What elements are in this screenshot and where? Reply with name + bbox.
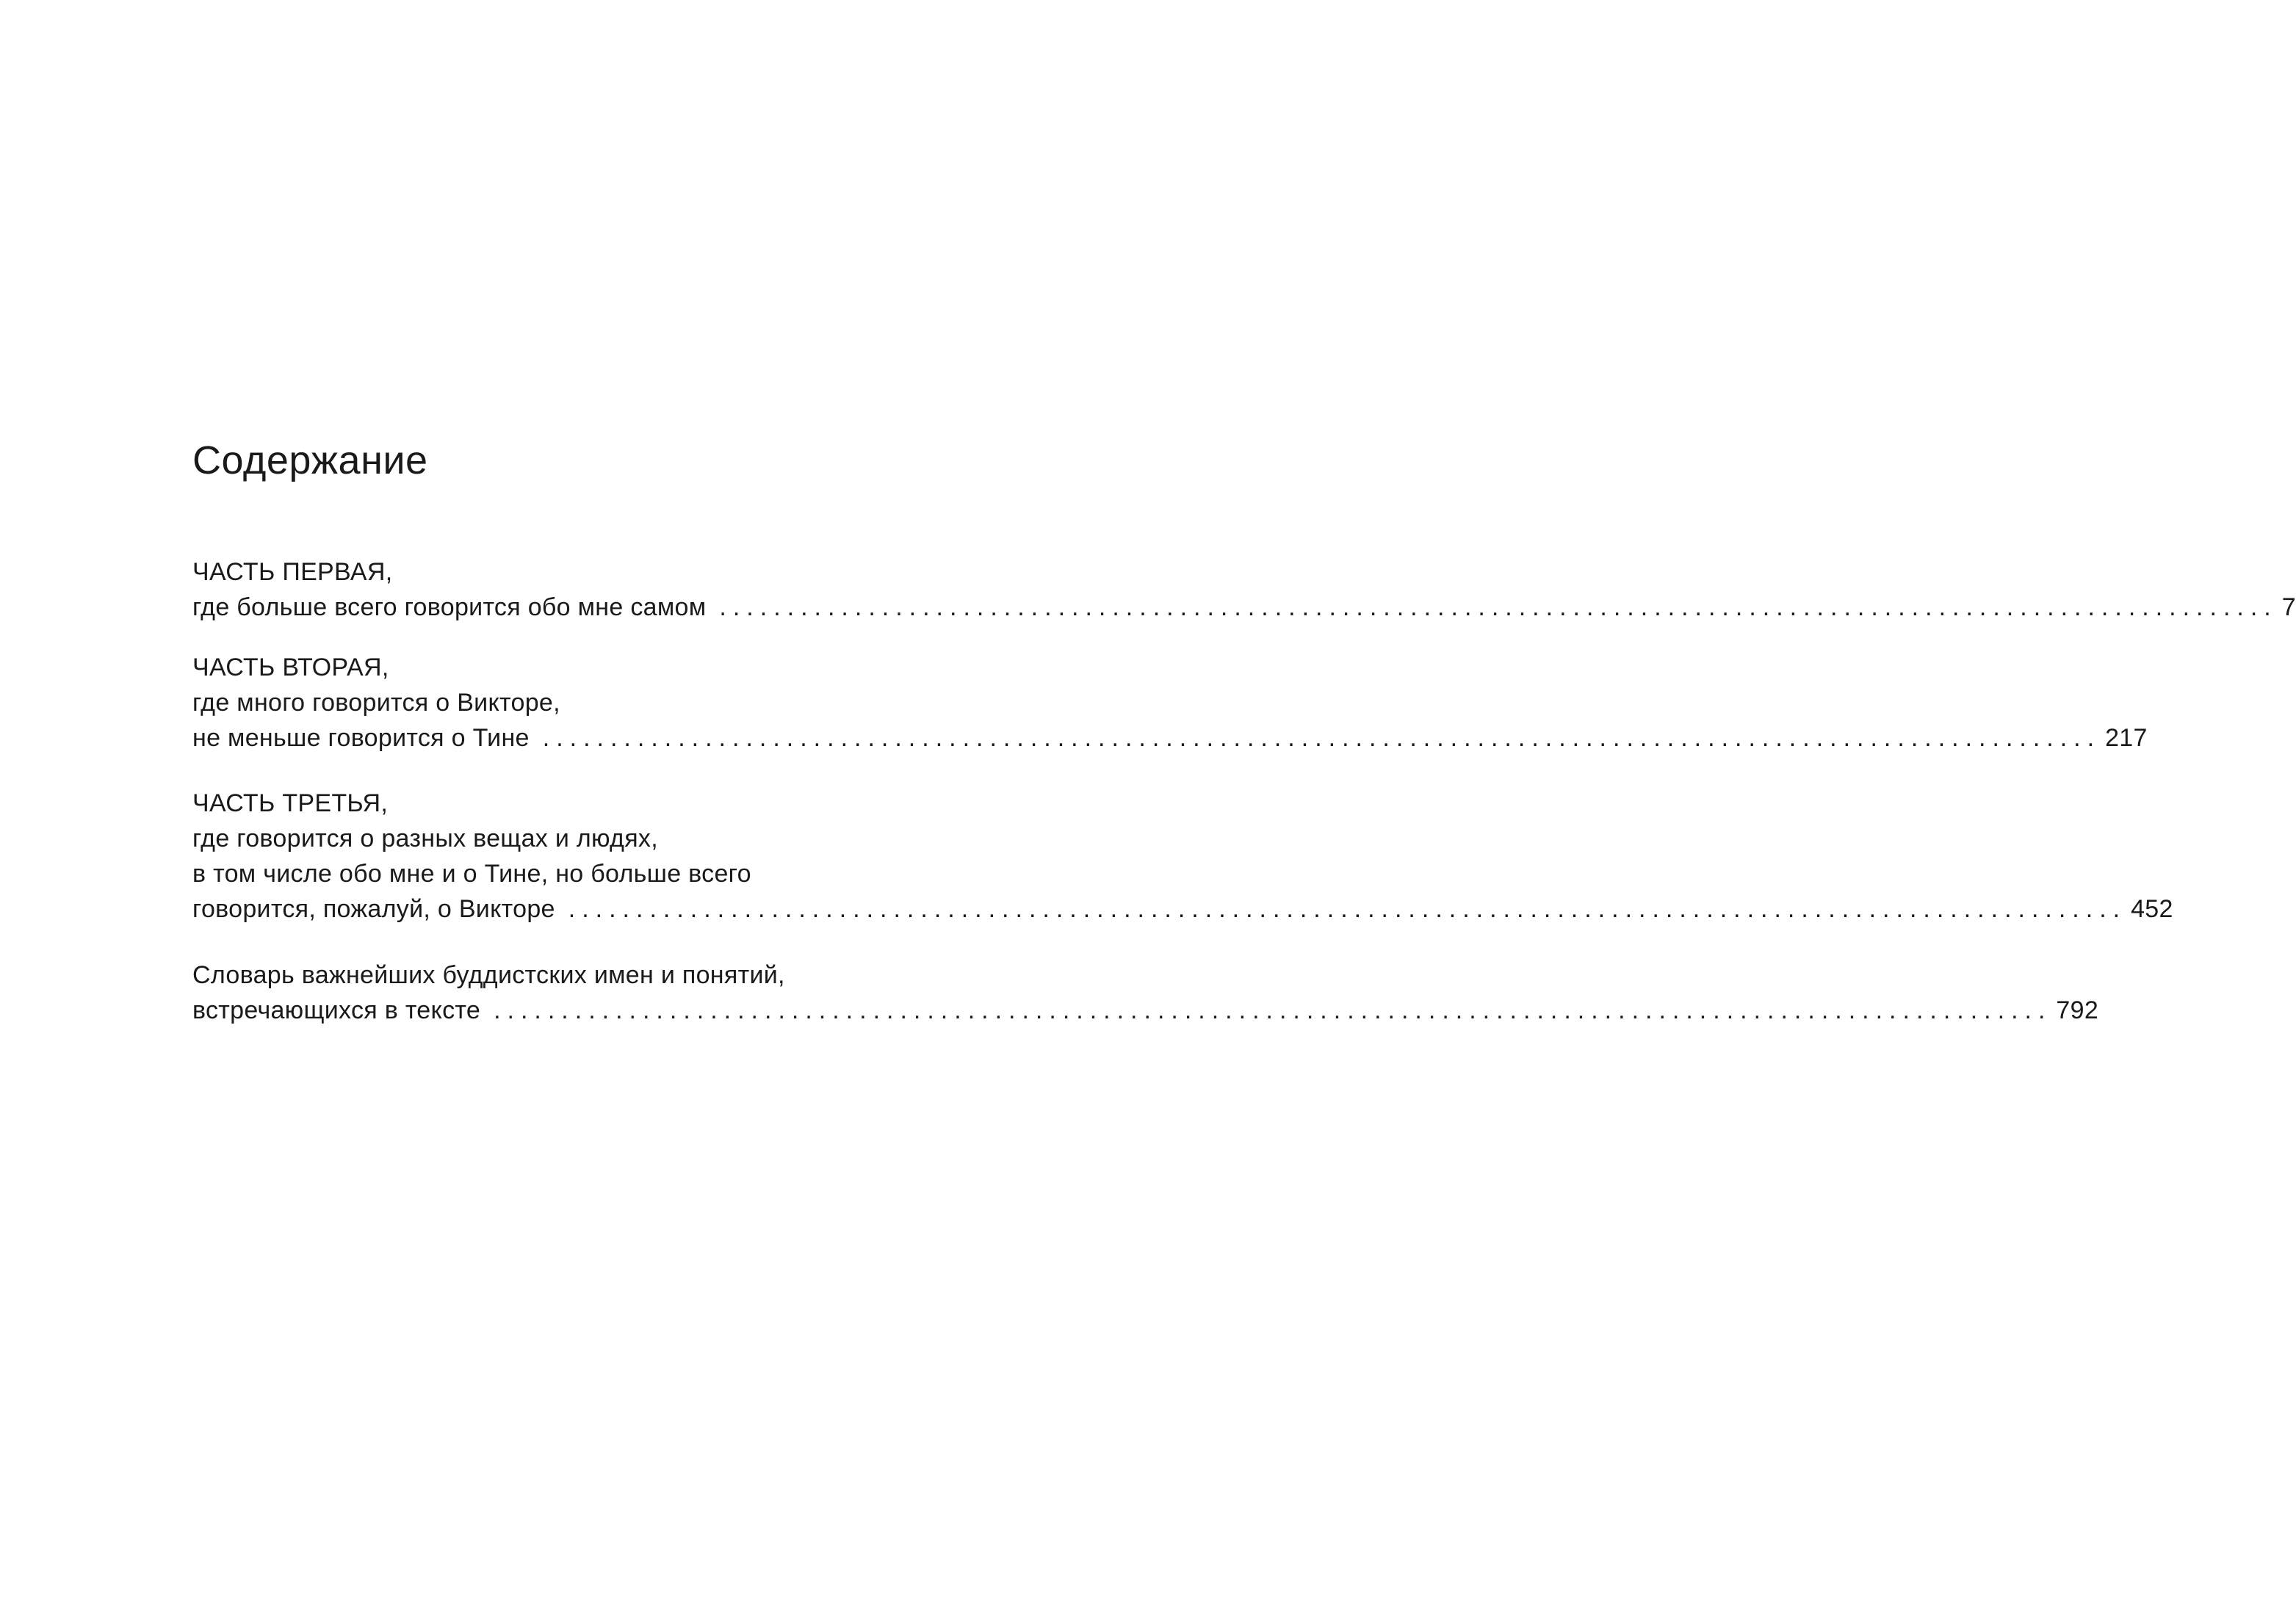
part-label: ЧАСТЬ ПЕРВАЯ, bbox=[192, 558, 393, 586]
entry-line-text: где много говорится о Викторе, bbox=[192, 689, 560, 717]
part-label: ЧАСТЬ ВТОРАЯ, bbox=[192, 653, 389, 681]
toc-entry-part-two[interactable] bbox=[192, 650, 2148, 756]
page-number: 217 bbox=[2105, 724, 2148, 752]
dot-leader: ................................................................................................................... bbox=[719, 593, 2278, 621]
entry-line-text: Словарь важнейших буддистских имен и понятий, bbox=[192, 961, 785, 989]
page-number: 452 bbox=[2131, 895, 2173, 923]
toc-entry-last-line bbox=[192, 993, 2099, 1028]
entry-line-text: встречающихся в тексте bbox=[192, 996, 481, 1024]
entry-line-text: в том числе обо мне и о Тине, но больше всего bbox=[192, 860, 751, 888]
entry-line-text: где говорится о разных вещах и людях, bbox=[192, 825, 658, 852]
toc-entry-glossary[interactable] bbox=[192, 957, 2099, 1028]
toc-entry-last-line bbox=[192, 720, 2148, 756]
dot-leader: ................................................................................................................... bbox=[494, 996, 2052, 1024]
entry-line-text: не меньше говорится о Тине bbox=[192, 724, 530, 752]
toc-entry-part-one[interactable] bbox=[192, 554, 2296, 625]
dot-leader: ................................................................................................................... bbox=[542, 724, 2101, 752]
page-number: 792 bbox=[2056, 996, 2099, 1024]
toc-entry-line bbox=[192, 856, 1022, 891]
toc-entry-part-label bbox=[192, 786, 1022, 821]
toc-entry-part-label bbox=[192, 650, 1022, 685]
part-label: ЧАСТЬ ТРЕТЬЯ, bbox=[192, 789, 389, 817]
toc-entry-line bbox=[192, 957, 1022, 993]
toc-entry-part-three[interactable] bbox=[192, 786, 2173, 927]
page-number: 7 bbox=[2281, 593, 2296, 621]
entry-line-text: говорится, пожалуй, о Викторе bbox=[192, 895, 555, 923]
entry-line-text: где больше всего говорится обо мне самом bbox=[192, 593, 707, 621]
dot-leader: ................................................................................................................... bbox=[568, 895, 2127, 923]
toc-entry-line bbox=[192, 821, 1022, 856]
toc-entry-last-line bbox=[192, 590, 2296, 625]
toc-entry-line bbox=[192, 685, 1022, 720]
toc-title: Содержание bbox=[192, 438, 428, 482]
toc-entry-part-label bbox=[192, 554, 1022, 590]
toc-entry-last-line bbox=[192, 891, 2173, 927]
